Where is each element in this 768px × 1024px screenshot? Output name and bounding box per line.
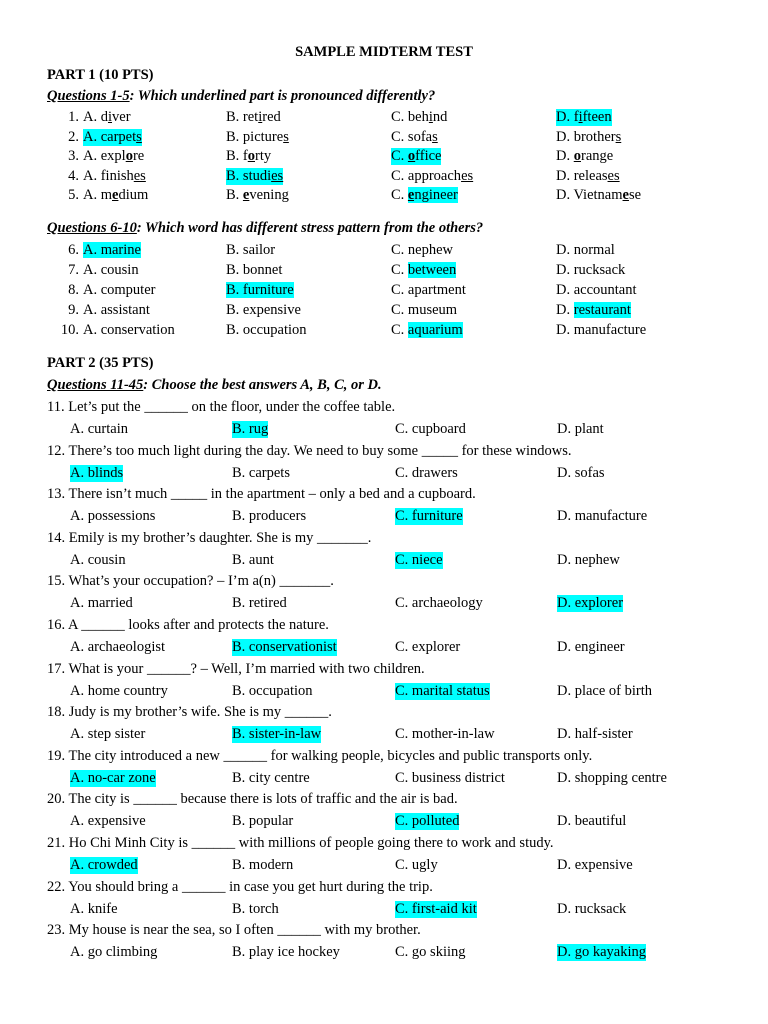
option-text: o [407, 148, 416, 165]
option-text: es [271, 167, 284, 184]
question-number: 7. [68, 262, 79, 278]
question-stem: 14. Emily is my brother’s daughter. She is my _______. [47, 529, 372, 546]
option-text: s [136, 128, 142, 145]
answer-option: B. aunt [232, 551, 274, 568]
answer-option: C. first-aid kit [395, 900, 477, 917]
option-text: C. [391, 148, 408, 165]
answer-option [83, 168, 146, 185]
question-stem: 22. You should bring a ______ in case you get hurt during the trip. [47, 878, 433, 895]
option-text: o [125, 148, 133, 165]
answer-option [556, 148, 613, 165]
option-text: B. furniture [226, 282, 294, 298]
answer-option [556, 187, 641, 204]
answer-option [83, 322, 175, 339]
answer-option: D. rucksack [557, 900, 627, 917]
answer-option [556, 129, 621, 146]
answer-option: A. blinds [70, 464, 124, 481]
option-text: D. f [556, 109, 579, 125]
option-text: ngineer [414, 187, 458, 204]
answer-option [391, 302, 457, 319]
answer-row [0, 595, 768, 615]
option-text: s [615, 128, 622, 145]
answer-option: D. nephew [557, 551, 620, 568]
answer-option: A. curtain [70, 421, 128, 437]
answer-option: A. home country [70, 682, 168, 699]
answer-option: C. mother-in-law [395, 726, 495, 743]
option-text: A. marine [83, 242, 141, 258]
option-text: A. expl [83, 148, 126, 165]
option-text: C. nephew [391, 242, 454, 258]
option-text: e [407, 187, 415, 204]
answer-option [83, 109, 131, 126]
option-text: B. bonnet [226, 262, 283, 278]
question-number: 8. [68, 282, 79, 298]
question-number: 10. [60, 322, 79, 338]
option-text: range [580, 148, 614, 165]
option-text: C. [391, 322, 408, 338]
option-text: restaurant [573, 302, 631, 318]
answer-option: C. polluted [395, 813, 460, 830]
option-text: es [607, 167, 620, 184]
answer-option [391, 148, 441, 165]
option-text: re [132, 148, 145, 165]
answer-option: D. expensive [557, 857, 633, 873]
answer-option [226, 148, 271, 165]
question-row [0, 109, 768, 129]
option-text: B. picture [226, 128, 284, 145]
answer-option [226, 262, 282, 279]
option-text: vening [249, 187, 289, 204]
answer-option [391, 129, 438, 146]
option-text: B. [226, 187, 243, 204]
question-number: 2. [68, 128, 79, 145]
option-text: i [578, 109, 583, 125]
question-stem: 23. My house is near the sea, so I often ______ with my brother. [47, 922, 421, 939]
option-text: B. ret [226, 109, 259, 125]
answer-option: B. play ice hockey [232, 944, 340, 961]
option-text: C. museum [391, 302, 458, 318]
answer-option: D. go kayaking [557, 944, 646, 961]
answer-option [226, 129, 289, 146]
answer-option: C. niece [395, 551, 443, 568]
answer-option [226, 168, 283, 185]
question-number: 5. [68, 187, 79, 204]
answer-option [83, 129, 142, 146]
answer-option [391, 187, 458, 204]
option-text: D. manufacture [556, 322, 647, 338]
answer-option [556, 262, 625, 279]
answer-option: B. conservationist [232, 639, 337, 655]
option-text: i [428, 109, 433, 125]
answer-option: C. drawers [395, 464, 458, 481]
answer-option [83, 242, 141, 259]
answer-option: B. rug [232, 421, 269, 437]
answer-option [83, 262, 139, 279]
answer-option: B. sister-in-law [232, 726, 322, 743]
option-text: rty [255, 148, 272, 165]
answer-option: A. expensive [70, 813, 146, 830]
option-text: nd [432, 109, 448, 125]
question-row [0, 302, 768, 322]
answer-option: A. married [70, 595, 133, 612]
answer-option [391, 109, 447, 126]
option-text: C. beh [391, 109, 429, 125]
answer-row [0, 639, 768, 659]
answer-row [0, 465, 768, 485]
questions-11-45-heading [47, 377, 382, 394]
question-row [0, 322, 768, 342]
question-stem: 16. A ______ looks after and protects the nature. [47, 617, 329, 633]
answer-row [0, 726, 768, 746]
answer-option [556, 109, 612, 126]
option-text: aquarium [407, 322, 463, 338]
option-text: B. f [226, 148, 248, 165]
option-text: es [461, 167, 474, 184]
answer-row [0, 421, 768, 441]
option-text: i [107, 109, 113, 125]
question-number: 9. [68, 302, 79, 318]
option-text: fteen [582, 109, 612, 125]
answer-option: D. explorer [557, 595, 624, 612]
answer-row [0, 508, 768, 528]
question-row [0, 168, 768, 188]
answer-option: B. retired [232, 595, 287, 612]
part2-heading: PART 2 (35 PTS) [47, 355, 154, 371]
answer-option: A. no-car zone [70, 769, 156, 786]
option-text: e [622, 187, 629, 204]
answer-option [391, 168, 473, 185]
question-row [0, 129, 768, 149]
answer-option: A. archaeologist [70, 639, 166, 655]
answer-option [83, 148, 144, 165]
answer-option [556, 242, 615, 259]
questions-11-45-instruction: : Choose the best answers A, B, C, or D. [143, 377, 382, 393]
answer-row [0, 857, 768, 877]
answer-option: B. city centre [232, 769, 310, 786]
option-text: e [242, 187, 250, 204]
option-text: D. Vietnam [556, 187, 623, 204]
answer-option [83, 282, 155, 299]
answer-option [83, 187, 148, 204]
option-text: C. apartment [391, 282, 466, 298]
option-text: o [573, 148, 581, 165]
part1-heading: PART 1 (10 PTS) [47, 67, 154, 83]
answer-option: D. place of birth [557, 682, 653, 699]
answer-option: A. step sister [70, 726, 146, 743]
answer-option [391, 322, 463, 339]
answer-option: B. carpets [232, 464, 290, 481]
option-text: C. sofa [391, 128, 433, 145]
questions-1-5-heading [47, 88, 435, 105]
answer-row [0, 683, 768, 703]
answer-row [0, 770, 768, 790]
answer-option [556, 168, 620, 185]
option-text: D. brother [556, 128, 616, 145]
question-number: 4. [68, 167, 79, 184]
answer-option: D. engineer [557, 639, 625, 655]
questions-1-5-instruction: : Which underlined part is pronounced differently? [129, 88, 436, 104]
question-number: 3. [68, 148, 79, 165]
answer-option: C. archaeology [395, 595, 483, 612]
option-text: A. finish [83, 167, 134, 184]
option-text: A. cousin [83, 262, 139, 278]
answer-row [0, 813, 768, 833]
answer-option: A. possessions [70, 508, 156, 525]
answer-option [226, 302, 301, 319]
questions-11-45-number: Questions 11-45 [47, 377, 144, 393]
option-text: C. [391, 187, 408, 204]
answer-option: D. plant [557, 421, 604, 437]
answer-option [226, 282, 294, 299]
answer-option [391, 282, 466, 299]
question-stem: 17. What is your ______? – Well, I’m married with two children. [47, 660, 425, 677]
question-row [0, 187, 768, 207]
option-text: D. accountant [556, 282, 637, 298]
option-text: B. occupation [226, 322, 307, 338]
answer-option [83, 302, 150, 319]
answer-option: A. knife [70, 900, 118, 917]
option-text: es [133, 167, 146, 184]
question-row [0, 262, 768, 282]
answer-option [391, 262, 456, 279]
question-stem: 18. Judy is my brother’s wife. She is my ______. [47, 704, 332, 721]
option-text: D. releas [556, 167, 608, 184]
questions-1-5-number: Questions 1-5 [47, 88, 130, 104]
option-text: A. assistant [83, 302, 150, 318]
questions-6-10-number: Questions 6-10 [47, 220, 137, 236]
question-stem: 19. The city introduced a new ______ for walking people, bicycles and public transports only. [47, 747, 593, 764]
answer-option: C. marital status [395, 682, 490, 699]
answer-option: A. cousin [70, 551, 126, 568]
option-text: A. m [83, 187, 112, 204]
question-stem: 13. There isn’t much _____ in the apartment – only a bed and a cupboard. [47, 486, 476, 503]
option-text: A. conservation [83, 322, 175, 338]
answer-option: C. explorer [395, 639, 461, 655]
question-stem: 15. What’s your occupation? – I’m a(n) _______. [47, 573, 334, 590]
answer-option: B. popular [232, 813, 294, 830]
answer-option: C. ugly [395, 857, 438, 873]
option-text: B. studi [226, 167, 272, 184]
answer-option: C. business district [395, 769, 505, 786]
answer-option: D. manufacture [557, 508, 648, 525]
answer-option: D. half-sister [557, 726, 633, 743]
option-text: dium [118, 187, 149, 204]
answer-option: D. shopping centre [557, 769, 667, 786]
option-text: red [262, 109, 281, 125]
option-text: B. sailor [226, 242, 276, 258]
option-text: D. normal [556, 242, 615, 258]
answer-row [0, 901, 768, 921]
option-text: D. [556, 148, 574, 165]
question-number: 1. [68, 109, 79, 125]
answer-option [226, 242, 275, 259]
answer-option [556, 302, 631, 319]
option-text: i [258, 109, 263, 125]
option-text: ffice [415, 148, 442, 165]
option-text: s [432, 128, 438, 145]
answer-option [226, 109, 281, 126]
question-row [0, 148, 768, 168]
answer-option [391, 242, 453, 259]
option-text: ver [112, 109, 131, 125]
answer-option: B. producers [232, 508, 307, 525]
option-text: A. d [83, 109, 108, 125]
answer-option: B. occupation [232, 682, 313, 699]
question-stem: 20. The city is ______ because there is lots of traffic and the air is bad. [47, 791, 458, 808]
question-stem: 12. There’s too much light during the day. We need to buy some _____ for these windows. [47, 442, 572, 459]
question-row [0, 282, 768, 302]
answer-row [0, 944, 768, 964]
question-stem: 11. Let’s put the ______ on the floor, under the coffee table. [47, 399, 396, 415]
option-text: e [112, 187, 119, 204]
option-text: s [283, 128, 289, 145]
question-row [0, 242, 768, 262]
page-title: SAMPLE MIDTERM TEST [295, 44, 473, 60]
answer-option: D. beautiful [557, 813, 627, 830]
answer-option: D. sofas [557, 464, 605, 481]
answer-option: B. modern [232, 857, 294, 873]
answer-option: C. cupboard [395, 421, 466, 437]
answer-option: C. go skiing [395, 944, 466, 961]
option-text: between [407, 262, 457, 278]
answer-option: A. crowded [70, 857, 138, 873]
answer-option: C. furniture [395, 508, 463, 525]
answer-option [226, 187, 289, 204]
answer-row [0, 552, 768, 572]
question-stem: 21. Ho Chi Minh City is ______ with millions of people going there to work and study. [47, 835, 554, 851]
answer-option [556, 322, 646, 339]
question-number: 6. [68, 242, 79, 258]
questions-6-10-heading [47, 220, 483, 237]
option-text: o [247, 148, 255, 165]
option-text: C. [391, 262, 408, 278]
option-text: A. computer [83, 282, 156, 298]
answer-option [556, 282, 637, 299]
answer-option [226, 322, 307, 339]
option-text: D. rucksack [556, 262, 626, 278]
answer-option: B. torch [232, 900, 279, 917]
option-text: A. carpet [83, 128, 137, 145]
option-text: B. expensive [226, 302, 301, 318]
answer-option: A. go climbing [70, 944, 158, 961]
option-text: D. [556, 302, 574, 318]
option-text: C. approach [391, 167, 462, 184]
option-text: se [628, 187, 642, 204]
questions-6-10-instruction: : Which word has different stress pattern from the others? [136, 220, 484, 236]
